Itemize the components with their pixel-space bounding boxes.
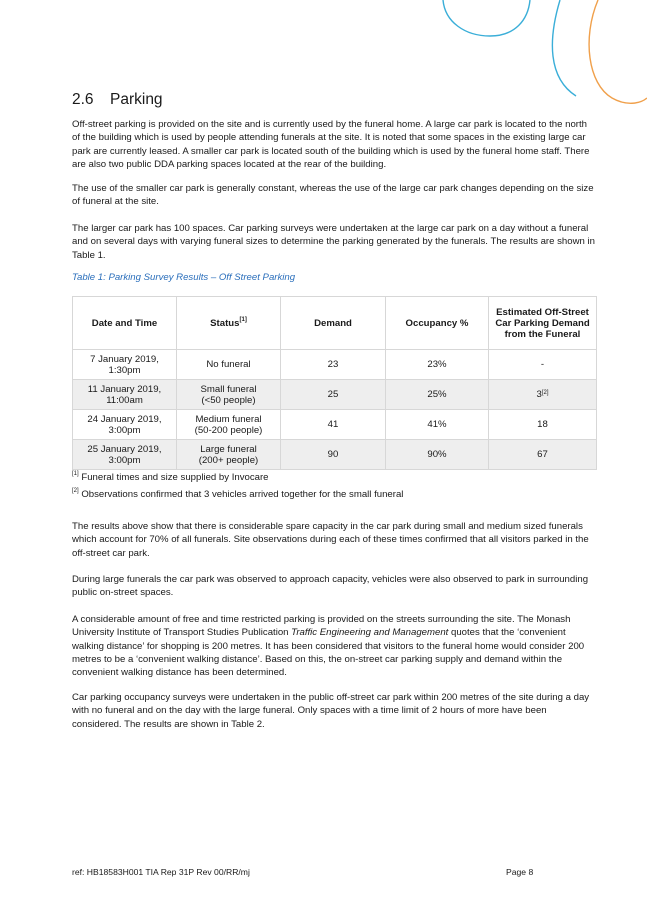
header-demand: Demand	[281, 297, 386, 350]
cell-estimated: -	[489, 350, 597, 380]
cell-status-label: Large funeral	[200, 443, 257, 455]
paragraph-large-funerals: During large funerals the car park was observed to approach capacity, vehicles were also observed to park in surrounding public on-street spaces.	[72, 574, 589, 599]
cell-estimated-footnote-ref: [2]	[541, 390, 549, 396]
footnote-ref: [2]	[72, 488, 79, 494]
cell-status-detail: (<50 people)	[201, 394, 256, 406]
table-row	[73, 380, 597, 410]
cell-occupancy: 41%	[386, 410, 489, 440]
cell-estimated	[489, 380, 597, 410]
table-row	[73, 350, 597, 380]
cell-time: 3:00pm	[108, 454, 141, 466]
blue-arc-tail	[552, 0, 576, 96]
cell-estimated: 67	[489, 440, 597, 470]
paragraph-text: quotes that the ‘convenient walking distance’ for shopping is 200 metres. It has been considered that visitors to the funeral home would consider 200 metres to be a ‘convenient walking distance’. Based on this, the on-street car parking supply and demand within the convenient walking distance has been determined.	[72, 627, 585, 679]
table-row	[73, 410, 597, 440]
section-number: 2.6	[72, 91, 94, 108]
cell-demand: 90	[281, 440, 386, 470]
cell-demand: 25	[281, 380, 386, 410]
footer-page-number: Page 8	[506, 867, 534, 877]
section-title: Parking	[110, 91, 163, 108]
cell-status-label: Small funeral	[200, 383, 257, 395]
paragraph-on-street-parking	[72, 613, 596, 679]
cell-date: 7 January 2019,	[90, 353, 159, 365]
cell-date: 24 January 2019,	[87, 413, 162, 425]
table-footnote	[72, 472, 269, 483]
cell-demand: 41	[281, 410, 386, 440]
paragraph-spare-capacity: The results above show that there is considerable spare capacity in the car park during small and medium sized funerals which account for 70% of all funerals. Site observations during each of these times confirmed that all visitors parked in the off-street car park.	[72, 521, 589, 559]
blue-arc	[443, 0, 530, 36]
table-row	[73, 440, 597, 470]
cell-date-time	[73, 380, 177, 410]
cell-demand: 23	[281, 350, 386, 380]
paragraph-text: A considerable amount of free and time restricted parking is provided on the streets surrounding the site. The Monash University Institute of Transport Studies Publication	[72, 614, 571, 639]
paragraph-occupancy-surveys: Car parking occupancy surveys were undertaken in the public off-street car park within 200 metres of the site during a day with no funeral and on the day with the large funeral. Only spaces with a time limit of 2 hours of more have been considered. The results are shown in Table 2.	[72, 692, 590, 730]
cell-status-detail: (50-200 people)	[194, 424, 263, 436]
footnote-text: Observations confirmed that 3 vehicles arrived together for the small funeral	[78, 489, 404, 500]
cell-time: 1:30pm	[108, 364, 141, 376]
cell-status	[177, 410, 281, 440]
header-occupancy: Occupancy %	[386, 297, 489, 350]
footer-reference: ref: HB18583H001 TIA Rep 31P Rev 00/RR/mj	[72, 867, 250, 877]
paragraph-car-park-usage: The use of the smaller car park is generally constant, whereas the use of the large car park changes depending on the size of funeral at the site.	[72, 183, 594, 208]
cell-date: 25 January 2019,	[87, 443, 162, 455]
header-status	[177, 297, 281, 350]
cell-estimated: 18	[489, 410, 597, 440]
cell-date-time	[73, 350, 177, 380]
table-header-row	[73, 297, 597, 350]
cell-status-label: No funeral	[206, 359, 251, 370]
footnote-ref: [1]	[72, 471, 79, 477]
cell-status	[177, 380, 281, 410]
cell-time: 3:00pm	[108, 424, 141, 436]
header-status-footnote-ref: [1]	[239, 316, 247, 323]
table-caption: Table 1: Parking Survey Results – Off Street Parking	[72, 272, 296, 283]
cell-occupancy: 25%	[386, 380, 489, 410]
section-heading	[72, 91, 163, 109]
paragraph-survey-method: The larger car park has 100 spaces. Car parking surveys were undertaken at the large car park on a day without a funeral and on several days with varying funeral sizes to determine the parking generated by the funerals. The results are shown in Table 1.	[72, 223, 595, 261]
cell-status	[177, 350, 281, 380]
cell-status-detail: (200+ people)	[198, 454, 259, 466]
cell-date-time	[73, 410, 177, 440]
cell-time: 11:00am	[106, 394, 143, 406]
cell-date-time	[73, 440, 177, 470]
header-status-label: Status	[210, 317, 240, 329]
footnote-text: Funeral times and size supplied by Invocare	[78, 472, 269, 483]
cell-estimated-value: 3	[536, 389, 542, 400]
header-date-time: Date and Time	[73, 297, 177, 350]
orange-arc	[589, 0, 647, 103]
parking-survey-table	[72, 296, 597, 470]
header-estimated-demand: Estimated Off-Street Car Parking Demand from the Funeral	[489, 297, 597, 350]
publication-title: Traffic Engineering and Management	[291, 627, 449, 639]
table-footnote	[72, 489, 403, 500]
cell-occupancy: 90%	[386, 440, 489, 470]
cell-status-label: Medium funeral	[195, 413, 262, 425]
cell-date: 11 January 2019,	[87, 383, 162, 395]
cell-status	[177, 440, 281, 470]
paragraph-parking-overview: Off-street parking is provided on the site and is currently used by the funeral home. A large car park is located to the north of the building which is used by people attending funerals at the site. It is noted that some spaces in the existing large car park are currently leased. A smaller car park is located south of the building which is used by the funeral home staff. There are also two public DDA parking spaces located at the rear of the building.	[72, 119, 590, 170]
cell-occupancy: 23%	[386, 350, 489, 380]
